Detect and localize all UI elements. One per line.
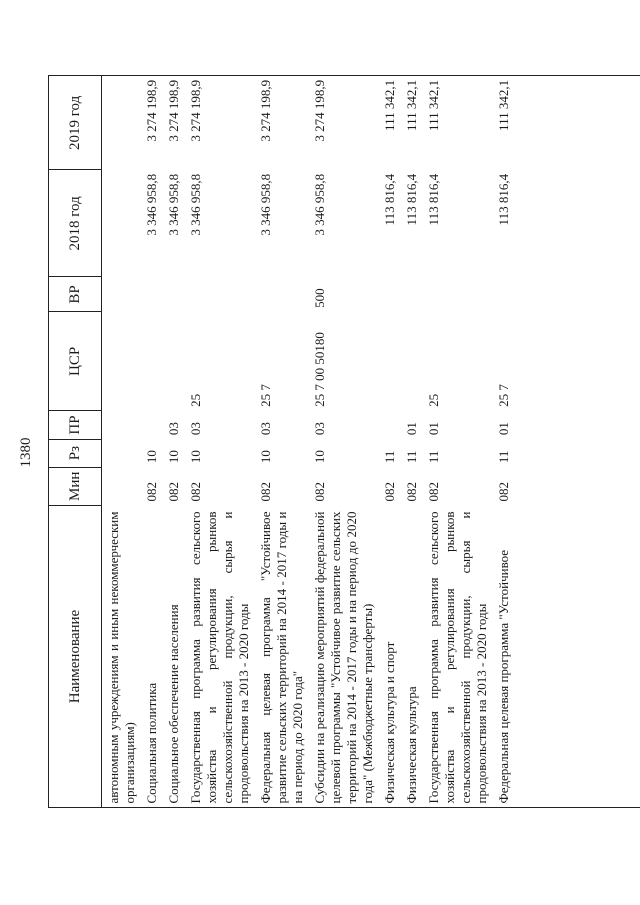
row-pr: 03 — [312, 422, 327, 436]
header-2019: 2019 год — [49, 76, 102, 170]
header-rz: Рз — [49, 439, 102, 467]
row-rz: 10 — [144, 450, 159, 464]
row-vr — [141, 277, 163, 312]
row-2019: 111 342,1 — [496, 79, 511, 131]
row-pr: 01 — [404, 422, 419, 436]
table-row — [141, 76, 163, 808]
row-csr — [102, 312, 142, 411]
row-pr — [102, 411, 142, 439]
row-vr — [379, 277, 401, 312]
row-name: Федеральная целевая программа "Устойчивое развитие сельских территорий на 2014 - 2017 годы и на период до 2020 года" — [258, 511, 305, 804]
row-min — [102, 467, 142, 505]
row-name: Физическая культура — [404, 686, 419, 804]
table-row — [102, 76, 142, 808]
row-rz: 11 — [426, 450, 441, 464]
header-2018: 2018 год — [49, 170, 102, 277]
table-row — [185, 76, 255, 808]
row-rz: 10 — [188, 450, 203, 464]
row-min: 082 — [312, 482, 327, 502]
row-csr: 25 7 — [258, 384, 273, 407]
row-name: Социальная политика — [144, 682, 159, 804]
row-min: 082 — [426, 482, 441, 502]
row-name: Государственная программа развития сельского хозяйства и регулирования рынков сельскохозяйственной продукции, сырья и продовольствия на 2013 - 2020 годы — [426, 511, 489, 804]
row-vr: 500 — [312, 288, 327, 308]
row-csr: 25 7 00 50180 — [312, 332, 327, 407]
table-row — [401, 76, 423, 808]
row-2019: 3 274 198,9 — [312, 79, 327, 142]
row-min: 082 — [382, 482, 397, 502]
row-2018 — [102, 170, 142, 277]
budget-table — [48, 75, 515, 808]
row-2019: 3 274 198,9 — [166, 79, 181, 142]
row-vr — [185, 277, 255, 312]
page-number: 1380 — [18, 437, 34, 468]
row-csr: 25 7 — [496, 384, 511, 407]
row-2019: 111 342,1 — [404, 79, 419, 131]
table-row — [255, 76, 309, 808]
table-row — [163, 76, 185, 808]
row-rz: 11 — [496, 450, 511, 464]
row-csr — [141, 312, 163, 411]
row-min: 082 — [144, 482, 159, 502]
row-2018: 113 816,4 — [496, 173, 511, 226]
header-min: Мин — [49, 467, 102, 505]
row-2019: 111 342,1 — [426, 79, 441, 131]
row-name: Государственная программа развития сельского хозяйства и регулирования рынков сельскохозяйственной продукции, сырья и продовольствия на 2013 - 2020 годы — [188, 511, 251, 804]
row-2019 — [102, 76, 142, 170]
row-name: автономным учреждениям и иным некоммерческим организациям) — [106, 511, 137, 804]
row-rz: 11 — [404, 450, 419, 464]
row-name: Физическая культура и спорт — [382, 641, 397, 804]
row-pr: 01 — [426, 422, 441, 436]
row-rz: 10 — [258, 450, 273, 464]
row-min: 082 — [496, 482, 511, 502]
table-left-border — [48, 807, 640, 808]
row-pr: 01 — [496, 422, 511, 436]
row-2018: 113 816,4 — [382, 173, 397, 226]
row-name: Федеральная целевая программа "Устойчивое — [496, 549, 511, 804]
row-2019: 3 274 198,9 — [188, 79, 203, 142]
row-rz: 11 — [382, 450, 397, 464]
row-vr — [163, 277, 185, 312]
row-csr: 25 — [188, 393, 203, 407]
row-vr — [493, 277, 515, 312]
row-2018: 3 346 958,8 — [166, 173, 181, 236]
row-2018: 113 816,4 — [404, 173, 419, 226]
table-row — [379, 76, 401, 808]
row-2019: 111 342,1 — [382, 79, 397, 131]
table-row — [309, 76, 379, 808]
table-row — [423, 76, 493, 808]
row-vr — [102, 277, 142, 312]
row-csr — [163, 312, 185, 411]
row-2018: 3 346 958,8 — [258, 173, 273, 236]
row-min: 082 — [166, 482, 181, 502]
row-csr — [379, 312, 401, 411]
row-pr: 03 — [166, 422, 181, 436]
row-pr: 03 — [258, 422, 273, 436]
row-min: 082 — [188, 482, 203, 502]
row-pr: 03 — [188, 422, 203, 436]
header-csr: ЦСР — [49, 312, 102, 411]
table-right-border — [48, 75, 640, 76]
row-2018: 3 346 958,8 — [188, 173, 203, 236]
row-vr — [423, 277, 493, 312]
row-vr — [255, 277, 309, 312]
row-csr — [401, 312, 423, 411]
row-name: Социальное обеспечение населения — [166, 604, 181, 804]
header-name: Наименование — [49, 506, 102, 808]
row-2019: 3 274 198,9 — [144, 79, 159, 142]
row-pr — [379, 411, 401, 439]
row-rz — [102, 439, 142, 467]
header-vr: ВР — [49, 277, 102, 312]
header-pr: ПР — [49, 411, 102, 439]
row-csr: 25 — [426, 393, 441, 407]
table-header-row — [49, 76, 102, 808]
row-pr — [141, 411, 163, 439]
table-row — [493, 76, 515, 808]
row-2019: 3 274 198,9 — [258, 79, 273, 142]
row-2018: 3 346 958,8 — [312, 173, 327, 236]
row-2018: 113 816,4 — [426, 173, 441, 226]
row-rz: 10 — [312, 450, 327, 464]
row-name: Субсидии на реализацию мероприятий федеральной целевой программы "Устойчивое развитие сельских территорий на 2014 - 2017 годы и на период до 2020 года" (Межбюджетные трансферты) — [312, 511, 375, 804]
row-min: 082 — [258, 482, 273, 502]
row-rz: 10 — [166, 450, 181, 464]
row-min: 082 — [404, 482, 419, 502]
row-2018: 3 346 958,8 — [144, 173, 159, 236]
row-vr — [401, 277, 423, 312]
